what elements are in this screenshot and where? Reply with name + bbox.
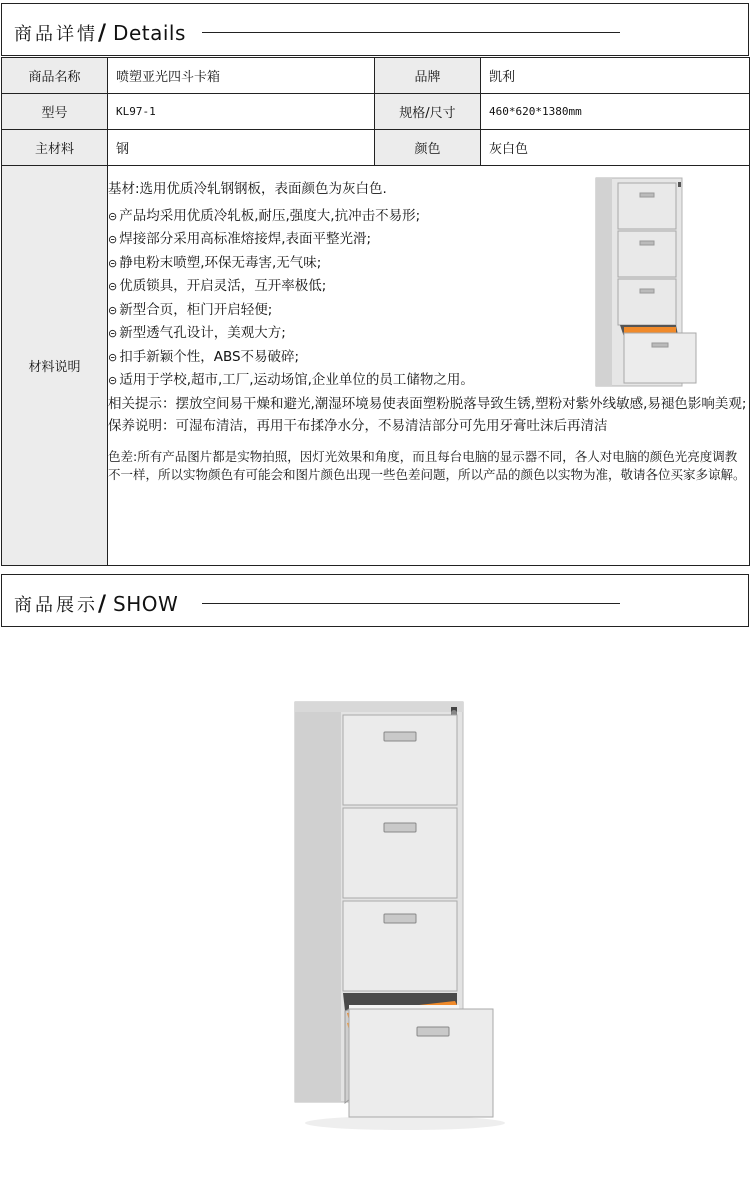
material-label: 主材料: [2, 130, 108, 166]
header-rule: [202, 603, 620, 604]
desc-bullet: ⊝ 焊接部分采用高标准熔接焊,表面平整光滑;: [108, 228, 748, 252]
details-header-title: [14, 20, 186, 46]
cabinet-thumbnail: [588, 175, 698, 390]
show-header-title: [14, 591, 178, 617]
color-value: 灰白色: [481, 130, 750, 166]
model-value: KL97-1: [108, 94, 375, 130]
name-value: 喷塑亚光四斗卡箱: [108, 58, 375, 94]
details-header: [1, 3, 749, 56]
desc-care: 保养说明：可湿布清洁，再用干布揉净水分，不易清洁部分可先用牙膏吐沫后再清洁: [108, 418, 608, 434]
material-value: 钢: [108, 130, 375, 166]
desc-color-note: 色差:所有产品图片都是实物拍照，因灯光效果和角度，而且每台电脑的显示器不同，各人对电脑的颜色光亮度调教不一样，所以实物颜色有可能会和图片颜色出现一些色差问题，所以产品的颜色以实物为准，敬请各位买家多谅解。: [108, 448, 746, 482]
model-label: 型号: [2, 94, 108, 130]
desc-bullet: ⊝ 新型透气孔设计，美观大方;: [108, 322, 748, 346]
header-rule: [202, 32, 620, 33]
brand-label: 品牌: [375, 58, 481, 94]
brand-value: 凯利: [481, 58, 750, 94]
color-label: 颜色: [375, 130, 481, 166]
size-label: 规格/尺寸: [375, 94, 481, 130]
show-header-en: SHOW: [113, 592, 179, 616]
desc-bullet: ⊝ 扣手新颖个性，ABS不易破碎;: [108, 346, 748, 370]
table-row: [2, 130, 750, 166]
name-label: 商品名称: [2, 58, 108, 94]
header-slash: /: [98, 21, 110, 46]
header-slash: /: [98, 592, 110, 617]
table-row: [2, 94, 750, 130]
details-header-en: Details: [113, 21, 186, 45]
show-header: [1, 574, 749, 627]
desc-tip: 相关提示：摆放空间易干燥和避光,潮湿环境易使表面塑粉脱落导致生锈,塑粉对紫外线敏感,易褪色影响美观;: [108, 395, 747, 412]
desc-bullet: ⊝ 静电粉末喷塑,环保无毒害,无气味;: [108, 252, 748, 276]
table-row: [2, 58, 750, 94]
desc-base: 基材:选用优质冷轧钢钢板，表面颜色为灰白色.: [108, 181, 387, 197]
details-header-cn: 商品详情: [14, 24, 98, 45]
cabinet-main-image: [285, 695, 505, 1135]
desc-bullet: ⊝ 优质锁具，开启灵活，互开率极低;: [108, 275, 748, 299]
desc-bullet: ⊝ 新型合页，柜门开启轻便;: [108, 299, 748, 323]
desc-bullet: ⊝ 产品均采用优质冷轧板,耐压,强度大,抗冲击不易形;: [108, 205, 748, 229]
size-value: 460*620*1380mm: [481, 94, 750, 130]
desc-bullet: ⊝ 适用于学校,超市,工厂,运动场馆,企业单位的员工储物之用。: [108, 369, 748, 393]
show-header-cn: 商品展示: [14, 595, 98, 616]
desc-label: 材料说明: [2, 166, 108, 566]
